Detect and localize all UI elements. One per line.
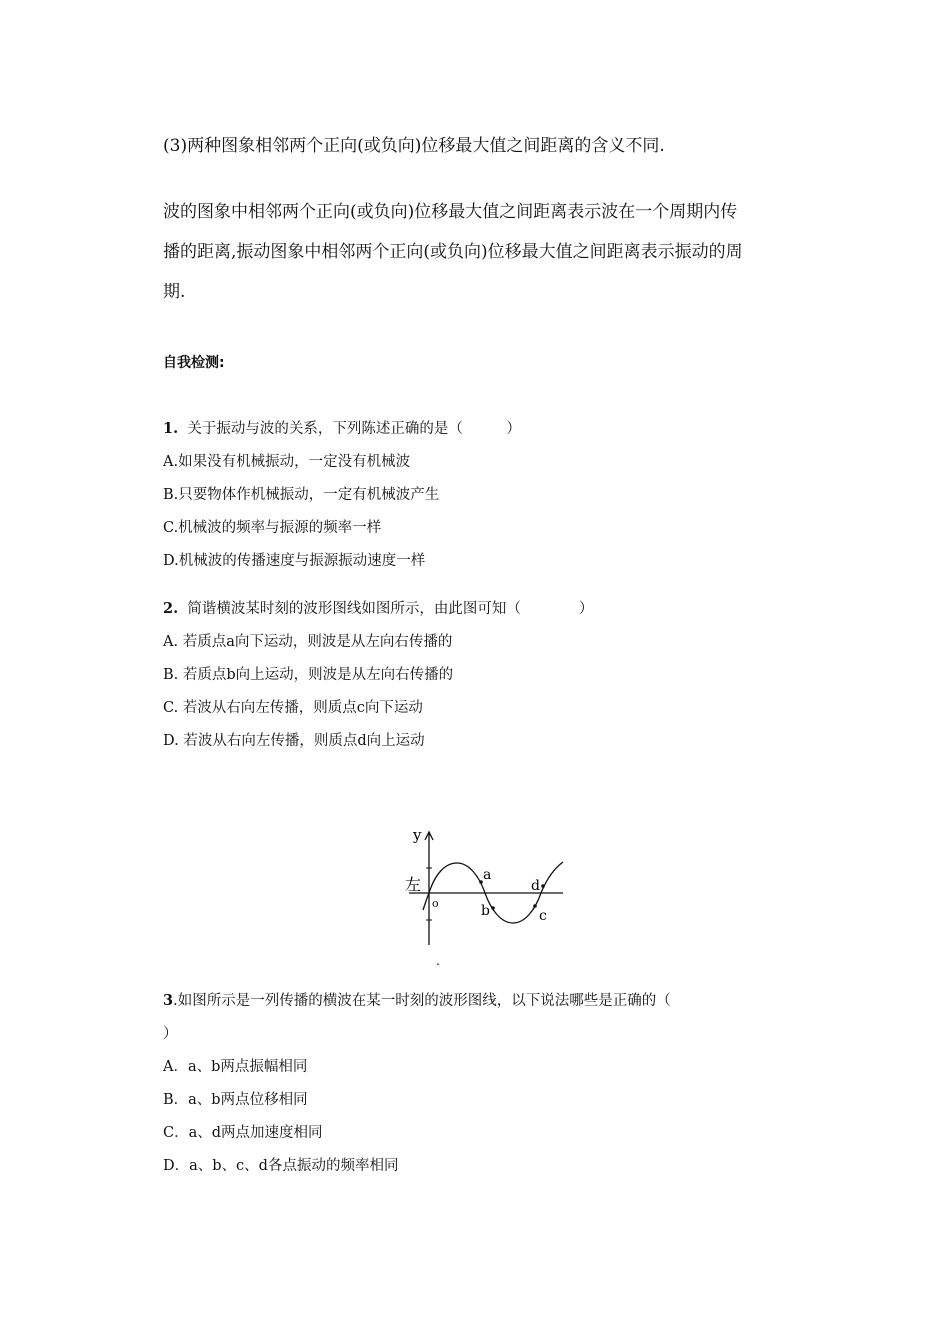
q2-option-c: C. 若波从右向左传播，则质点c向下运动: [163, 700, 423, 716]
q1-number: 1.: [163, 420, 179, 437]
q2-number: 2.: [163, 600, 179, 617]
point-c-label: c: [539, 908, 547, 924]
point-3-text: (3)两种图象相邻两个正向(或负向)位移最大值之间距离的含义不同.: [163, 136, 665, 156]
explanation-line-1: 波的图象中相邻两个正向(或负向)位移最大值之间距离表示波在一个周期内传: [163, 202, 738, 222]
q2-option-b: B. 若质点b向上运动，则波是从左向右传播的: [163, 667, 454, 683]
q1-stem-line: [163, 417, 521, 438]
q2-option-a: A. 若质点a向下运动，则波是从左向右传播的: [163, 634, 453, 650]
q3-stem: .如图所示是一列传播的横波在某一时刻的波形图线，以下说法哪些是正确的（: [173, 993, 671, 1009]
q1-option-c: C.机械波的频率与振源的频率一样: [163, 520, 382, 536]
explanation-line-3: 期.: [163, 282, 186, 302]
point-c-marker: [533, 904, 537, 908]
q3-option-d: D．a、b、c、d各点振动的频率相同: [163, 1158, 399, 1174]
left-label: 左: [405, 875, 422, 894]
q3-option-c: C．a、d两点加速度相同: [163, 1125, 323, 1141]
q3-option-a: A．a、b两点振幅相同: [163, 1059, 308, 1075]
section-heading: 自我检测:: [163, 355, 225, 371]
point-a-label: a: [483, 867, 492, 883]
q1-option-d: D.机械波的传播速度与振源振动速度一样: [163, 553, 426, 569]
point-d-label: d: [531, 878, 540, 894]
q1-option-a: A.如果没有机械振动，一定没有机械波: [163, 454, 411, 470]
origin-label: o: [432, 897, 439, 910]
wave-curve-start: [423, 893, 429, 910]
wave-figure: [395, 820, 575, 970]
q3-number: 3: [163, 992, 174, 1009]
explanation-line-2: 播的距离,振动图象中相邻两个正向(或负向)位移最大值之间距离表示振动的周: [163, 242, 743, 262]
q1-option-b: B.只要物体作机械振动，一定有机械波产生: [163, 487, 440, 503]
y-axis-label: y: [413, 826, 422, 844]
q3-option-b: B．a、b两点位移相同: [163, 1092, 308, 1108]
point-b-label: b: [481, 903, 490, 919]
q1-stem: 关于振动与波的关系，下列陈述正确的是（ ）: [187, 421, 521, 437]
q2-option-d: D. 若波从右向左传播，则质点d向上运动: [163, 733, 425, 749]
q3-stem-line-2: ）: [163, 1026, 178, 1042]
point-b-marker: [491, 906, 495, 910]
q3-stem-line-1: [163, 989, 671, 1010]
point-d-marker: [541, 884, 545, 888]
figure-caption: .: [436, 954, 440, 968]
q2-stem-line: [163, 597, 593, 618]
q2-stem: 简谐横波某时刻的波形图线如图所示，由此图可知（ ）: [187, 601, 594, 617]
